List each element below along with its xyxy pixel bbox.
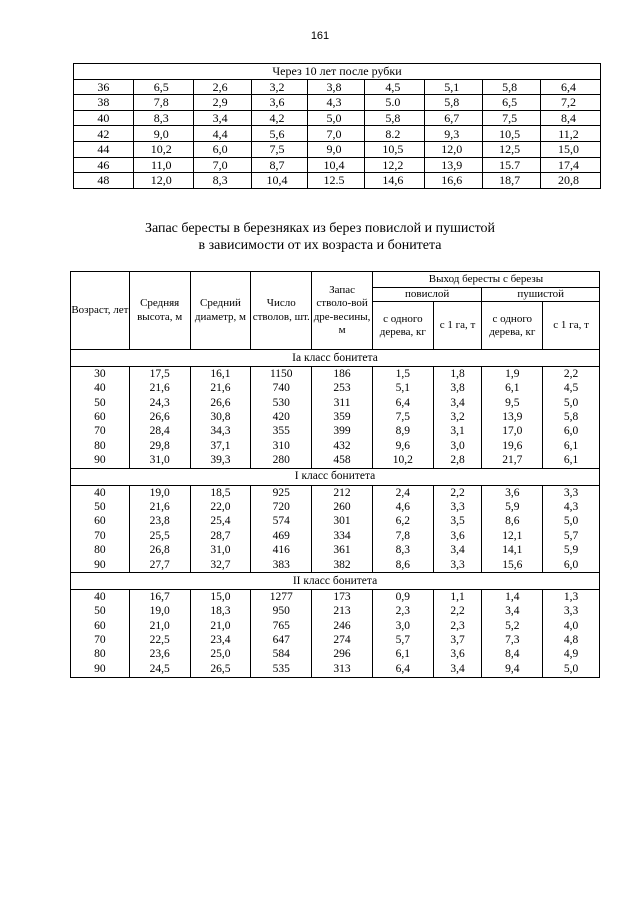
- table-cell: 3,4: [433, 662, 482, 677]
- table-cell: 40: [71, 590, 130, 605]
- table-cell: 25,0: [190, 648, 251, 662]
- table-cell: 7,8: [372, 529, 433, 543]
- table-cell: 3,2: [433, 411, 482, 425]
- table-cell: 50: [71, 396, 130, 410]
- table-cell: 14,1: [482, 544, 543, 558]
- section-header-row: [71, 573, 600, 590]
- table-cell: 21,0: [190, 619, 251, 633]
- table-row: [71, 367, 600, 382]
- table-cell: 4,5: [365, 79, 425, 95]
- table-cell: 5,1: [372, 382, 433, 396]
- header-height: Средняя высота, м: [129, 272, 190, 350]
- table-cell: 50: [71, 501, 130, 515]
- table-cell: 3,4: [193, 110, 251, 126]
- table-cell: 383: [251, 558, 312, 573]
- table-cell: 1150: [251, 367, 312, 382]
- table-cell: 60: [71, 619, 130, 633]
- table-cell: 46: [74, 157, 134, 173]
- table-cell: 296: [312, 648, 373, 662]
- table-cell: 2,3: [372, 605, 433, 619]
- table-cell: 530: [251, 396, 312, 410]
- table-cell: 355: [251, 425, 312, 439]
- table-row: [71, 411, 600, 425]
- table-cell: 469: [251, 529, 312, 543]
- table-cell: 6,4: [372, 396, 433, 410]
- table-cell: 7,0: [307, 126, 365, 142]
- table-cell: 3,0: [433, 439, 482, 453]
- table-cell: 8,4: [482, 648, 543, 662]
- table-row: [74, 141, 601, 157]
- table-cell: 30,8: [190, 411, 251, 425]
- table-cell: 37,1: [190, 439, 251, 453]
- table-cell: 80: [71, 439, 130, 453]
- top-continuation-table: [73, 63, 601, 189]
- table-cell: 399: [312, 425, 373, 439]
- table-row: [71, 662, 600, 677]
- table-cell: 9,0: [307, 141, 365, 157]
- table-cell: 8,3: [193, 173, 251, 189]
- table-cell: 4,2: [251, 110, 307, 126]
- table-cell: 5,2: [482, 619, 543, 633]
- table-cell: 5,0: [543, 396, 600, 410]
- table-cell: 246: [312, 619, 373, 633]
- table-cell: 6,1: [372, 648, 433, 662]
- main-table-header: [71, 272, 600, 350]
- table-cell: 18,7: [483, 173, 541, 189]
- table-cell: 3,4: [433, 544, 482, 558]
- table-row: [71, 425, 600, 439]
- table-cell: 24,5: [129, 662, 190, 677]
- table-cell: 313: [312, 662, 373, 677]
- table-cell: 23,4: [190, 634, 251, 648]
- table-cell: 3,6: [482, 486, 543, 501]
- table-cell: 28,4: [129, 425, 190, 439]
- header-pubescens-per-ha: с 1 га, т: [543, 302, 600, 350]
- table-cell: 90: [71, 558, 130, 573]
- table-cell: 31,0: [190, 544, 251, 558]
- table-cell: 70: [71, 634, 130, 648]
- table-cell: 5,6: [251, 126, 307, 142]
- table-cell: 4,3: [543, 501, 600, 515]
- table-cell: 382: [312, 558, 373, 573]
- table-cell: 40: [71, 382, 130, 396]
- table-cell: 32,7: [190, 558, 251, 573]
- table-row: [71, 648, 600, 662]
- table-row: [74, 95, 601, 111]
- table-row: [71, 558, 600, 573]
- table-cell: 720: [251, 501, 312, 515]
- table-cell: 280: [251, 454, 312, 469]
- main-table-body: [71, 350, 600, 677]
- table-cell: 311: [312, 396, 373, 410]
- table-cell: 12,2: [365, 157, 425, 173]
- table-row: [71, 382, 600, 396]
- table-cell: 3,0: [372, 619, 433, 633]
- table-cell: 11,0: [133, 157, 193, 173]
- table-cell: 361: [312, 544, 373, 558]
- table-cell: 80: [71, 648, 130, 662]
- table-cell: 34,3: [190, 425, 251, 439]
- top-table-caption: Через 10 лет после рубки: [74, 64, 601, 80]
- table-cell: 334: [312, 529, 373, 543]
- table-row: [71, 634, 600, 648]
- table-cell: 6,5: [133, 79, 193, 95]
- table-cell: 310: [251, 439, 312, 453]
- table-cell: 3,4: [433, 396, 482, 410]
- table-cell: 21,6: [190, 382, 251, 396]
- table-row: [71, 619, 600, 633]
- header-count: Число стволов, шт.: [251, 272, 312, 350]
- table-cell: 4,5: [543, 382, 600, 396]
- table-cell: 12,1: [482, 529, 543, 543]
- table-cell: 21,6: [129, 382, 190, 396]
- table-cell: 10,4: [251, 173, 307, 189]
- table-cell: 9,5: [482, 396, 543, 410]
- table-cell: 3,5: [433, 515, 482, 529]
- table-cell: 212: [312, 486, 373, 501]
- table-cell: 2,4: [372, 486, 433, 501]
- header-pubescens: пушистой: [482, 288, 600, 302]
- table-cell: 26,5: [190, 662, 251, 677]
- table-cell: 12.5: [307, 173, 365, 189]
- title-line-1: Запас бересты в березняках из берез повислой и пушистой: [144, 221, 496, 236]
- header-stock: Запас стволо-вой дре-весины, м: [312, 272, 373, 350]
- table-cell: 5,9: [482, 501, 543, 515]
- header-pendula-per-tree: с одного дерева, кг: [372, 302, 433, 350]
- table-cell: 4,9: [543, 648, 600, 662]
- table-row: [71, 515, 600, 529]
- table-row: [74, 173, 601, 189]
- table-cell: 432: [312, 439, 373, 453]
- table-cell: 6,1: [543, 439, 600, 453]
- table-cell: 458: [312, 454, 373, 469]
- table-cell: 90: [71, 662, 130, 677]
- table-cell: 5,7: [543, 529, 600, 543]
- table-cell: 2,8: [433, 454, 482, 469]
- table-cell: 301: [312, 515, 373, 529]
- table-row: [74, 157, 601, 173]
- table-cell: 44: [74, 141, 134, 157]
- table-cell: 3,6: [251, 95, 307, 111]
- table-cell: 20,8: [541, 173, 601, 189]
- table-cell: 31,0: [129, 454, 190, 469]
- table-cell: 12,0: [133, 173, 193, 189]
- table-cell: 5,0: [543, 662, 600, 677]
- table-cell: 15,0: [190, 590, 251, 605]
- table-cell: 28,7: [190, 529, 251, 543]
- table-cell: 1,8: [433, 367, 482, 382]
- table-cell: 3,3: [433, 501, 482, 515]
- table-cell: 1,9: [482, 367, 543, 382]
- table-cell: 1,4: [482, 590, 543, 605]
- table-cell: 13,9: [425, 157, 483, 173]
- table-cell: 26,6: [190, 396, 251, 410]
- table-cell: 6,1: [482, 382, 543, 396]
- table-cell: 2,2: [543, 367, 600, 382]
- header-pubescens-per-tree: с одного дерева, кг: [482, 302, 543, 350]
- table-cell: 647: [251, 634, 312, 648]
- table-cell: 8,7: [251, 157, 307, 173]
- table-cell: 40: [74, 110, 134, 126]
- section-header-row: [71, 469, 600, 486]
- table-cell: 1,1: [433, 590, 482, 605]
- table-cell: 6,1: [543, 454, 600, 469]
- table-cell: 10,2: [133, 141, 193, 157]
- table-cell: 4,0: [543, 619, 600, 633]
- table-cell: 40: [71, 486, 130, 501]
- table-row: [71, 454, 600, 469]
- table-row: [71, 544, 600, 558]
- table-row: [71, 529, 600, 543]
- table-cell: 535: [251, 662, 312, 677]
- table-cell: 18,3: [190, 605, 251, 619]
- table-row: [71, 396, 600, 410]
- table-cell: 5,0: [543, 515, 600, 529]
- table-cell: 15,0: [541, 141, 601, 157]
- section-label: I класс бонитета: [71, 469, 600, 486]
- header-age: Возраст, лет: [71, 272, 130, 350]
- table-cell: 17,5: [129, 367, 190, 382]
- table-cell: 50: [71, 605, 130, 619]
- table-cell: 24,3: [129, 396, 190, 410]
- table-cell: 12,0: [425, 141, 483, 157]
- table-cell: 2,2: [433, 486, 482, 501]
- table-cell: 3,4: [482, 605, 543, 619]
- table-row: [71, 439, 600, 453]
- table-cell: 23,8: [129, 515, 190, 529]
- table-cell: 6,7: [425, 110, 483, 126]
- table-cell: 9,4: [482, 662, 543, 677]
- table-cell: 22,5: [129, 634, 190, 648]
- table-cell: 584: [251, 648, 312, 662]
- table-cell: 25,4: [190, 515, 251, 529]
- table-cell: 1,5: [372, 367, 433, 382]
- title-line-2: в зависимости от их возраста и бонитета: [198, 238, 442, 253]
- table-cell: 21,6: [129, 501, 190, 515]
- table-cell: 90: [71, 454, 130, 469]
- table-cell: 6,0: [193, 141, 251, 157]
- table-cell: 15,6: [482, 558, 543, 573]
- table-cell: 13,9: [482, 411, 543, 425]
- table-cell: 10,5: [365, 141, 425, 157]
- table-cell: 42: [74, 126, 134, 142]
- table-cell: 5.0: [365, 95, 425, 111]
- table-cell: 21,7: [482, 454, 543, 469]
- header-yield: Выход бересты с березы: [372, 272, 599, 288]
- table-cell: 274: [312, 634, 373, 648]
- table-cell: 5,1: [425, 79, 483, 95]
- table-cell: 7,5: [372, 411, 433, 425]
- table-cell: 7,8: [133, 95, 193, 111]
- table-cell: 2,2: [433, 605, 482, 619]
- section-label: Iа класс бонитета: [71, 350, 600, 367]
- table-cell: 9,3: [425, 126, 483, 142]
- table-cell: 30: [71, 367, 130, 382]
- table-cell: 8.2: [365, 126, 425, 142]
- table-cell: 5,8: [425, 95, 483, 111]
- table-cell: 4,8: [543, 634, 600, 648]
- table-cell: 3,3: [433, 558, 482, 573]
- table-cell: 60: [71, 515, 130, 529]
- table-cell: 10,2: [372, 454, 433, 469]
- table-cell: 173: [312, 590, 373, 605]
- table-row: [71, 486, 600, 501]
- table-cell: 5,0: [307, 110, 365, 126]
- table-row: [74, 79, 601, 95]
- table-cell: 260: [312, 501, 373, 515]
- table-cell: 36: [74, 79, 134, 95]
- table-cell: 420: [251, 411, 312, 425]
- table-cell: 10,5: [483, 126, 541, 142]
- table-cell: 25,5: [129, 529, 190, 543]
- table-cell: 8,4: [541, 110, 601, 126]
- table-cell: 1277: [251, 590, 312, 605]
- table-cell: 6,0: [543, 425, 600, 439]
- table-cell: 80: [71, 544, 130, 558]
- table-row: [71, 605, 600, 619]
- table-cell: 6,5: [483, 95, 541, 111]
- table-cell: 26,8: [129, 544, 190, 558]
- table-cell: 2,9: [193, 95, 251, 111]
- table-cell: 7,5: [251, 141, 307, 157]
- table-cell: 21,0: [129, 619, 190, 633]
- table-cell: 416: [251, 544, 312, 558]
- table-cell: 70: [71, 529, 130, 543]
- table-cell: 5,9: [543, 544, 600, 558]
- table-cell: 7,3: [482, 634, 543, 648]
- table-cell: 70: [71, 425, 130, 439]
- table-cell: 23,6: [129, 648, 190, 662]
- table-cell: 39,3: [190, 454, 251, 469]
- table-cell: 26,6: [129, 411, 190, 425]
- table-cell: 12,5: [483, 141, 541, 157]
- table-cell: 5,8: [543, 411, 600, 425]
- table-cell: 4,3: [307, 95, 365, 111]
- table-cell: 8,3: [372, 544, 433, 558]
- table-cell: 11,2: [541, 126, 601, 142]
- table-cell: 19,0: [129, 486, 190, 501]
- table-cell: 7,5: [483, 110, 541, 126]
- table-row: [71, 590, 600, 605]
- table-cell: 2,3: [433, 619, 482, 633]
- table-cell: 253: [312, 382, 373, 396]
- header-pendula-per-ha: с 1 га, т: [433, 302, 482, 350]
- table-cell: 18,5: [190, 486, 251, 501]
- table-cell: 8,6: [482, 515, 543, 529]
- table-cell: 6,2: [372, 515, 433, 529]
- table-cell: 213: [312, 605, 373, 619]
- table-cell: 3,3: [543, 605, 600, 619]
- table-cell: 3,1: [433, 425, 482, 439]
- table-cell: 16,6: [425, 173, 483, 189]
- table-cell: 29,8: [129, 439, 190, 453]
- birch-bark-table: [70, 271, 600, 678]
- table-cell: 359: [312, 411, 373, 425]
- table-cell: 3,8: [433, 382, 482, 396]
- table-cell: 5,7: [372, 634, 433, 648]
- table-cell: 6,4: [541, 79, 601, 95]
- table-cell: 10,4: [307, 157, 365, 173]
- table-cell: 9,0: [133, 126, 193, 142]
- table-cell: 8,3: [133, 110, 193, 126]
- table-cell: 3,3: [543, 486, 600, 501]
- table-cell: 7,0: [193, 157, 251, 173]
- table-cell: 16,7: [129, 590, 190, 605]
- table-cell: 8,9: [372, 425, 433, 439]
- section-label: II класс бонитета: [71, 573, 600, 590]
- section-header-row: [71, 350, 600, 367]
- table-title: [0, 220, 640, 254]
- table-cell: 765: [251, 619, 312, 633]
- page-number: 161: [310, 30, 330, 42]
- table-cell: 6,0: [543, 558, 600, 573]
- table-cell: 3,2: [251, 79, 307, 95]
- table-cell: 27,7: [129, 558, 190, 573]
- table-cell: 3,6: [433, 529, 482, 543]
- table-cell: 9,6: [372, 439, 433, 453]
- table-cell: 38: [74, 95, 134, 111]
- table-cell: 1,3: [543, 590, 600, 605]
- table-cell: 17,0: [482, 425, 543, 439]
- table-cell: 19,0: [129, 605, 190, 619]
- table-cell: 60: [71, 411, 130, 425]
- table-cell: 4,6: [372, 501, 433, 515]
- table-cell: 16,1: [190, 367, 251, 382]
- table-cell: 7,2: [541, 95, 601, 111]
- table-cell: 2,6: [193, 79, 251, 95]
- table-row: [71, 501, 600, 515]
- table-cell: 3,6: [433, 648, 482, 662]
- header-diameter: Средний диаметр, м: [190, 272, 251, 350]
- table-cell: 17,4: [541, 157, 601, 173]
- table-cell: 19,6: [482, 439, 543, 453]
- table-cell: 0,9: [372, 590, 433, 605]
- table-cell: 574: [251, 515, 312, 529]
- top-table-body: [74, 64, 601, 189]
- table-row: [74, 110, 601, 126]
- table-cell: 48: [74, 173, 134, 189]
- table-cell: 5,8: [483, 79, 541, 95]
- table-row: [74, 126, 601, 142]
- table-cell: 3,7: [433, 634, 482, 648]
- table-cell: 4,4: [193, 126, 251, 142]
- table-cell: 5,8: [365, 110, 425, 126]
- table-cell: 3,8: [307, 79, 365, 95]
- table-cell: 14,6: [365, 173, 425, 189]
- table-cell: 925: [251, 486, 312, 501]
- header-pendula: повислой: [372, 288, 481, 302]
- table-cell: 22,0: [190, 501, 251, 515]
- table-cell: 740: [251, 382, 312, 396]
- table-cell: 8,6: [372, 558, 433, 573]
- table-cell: 186: [312, 367, 373, 382]
- table-cell: 6,4: [372, 662, 433, 677]
- table-cell: 15.7: [483, 157, 541, 173]
- table-cell: 950: [251, 605, 312, 619]
